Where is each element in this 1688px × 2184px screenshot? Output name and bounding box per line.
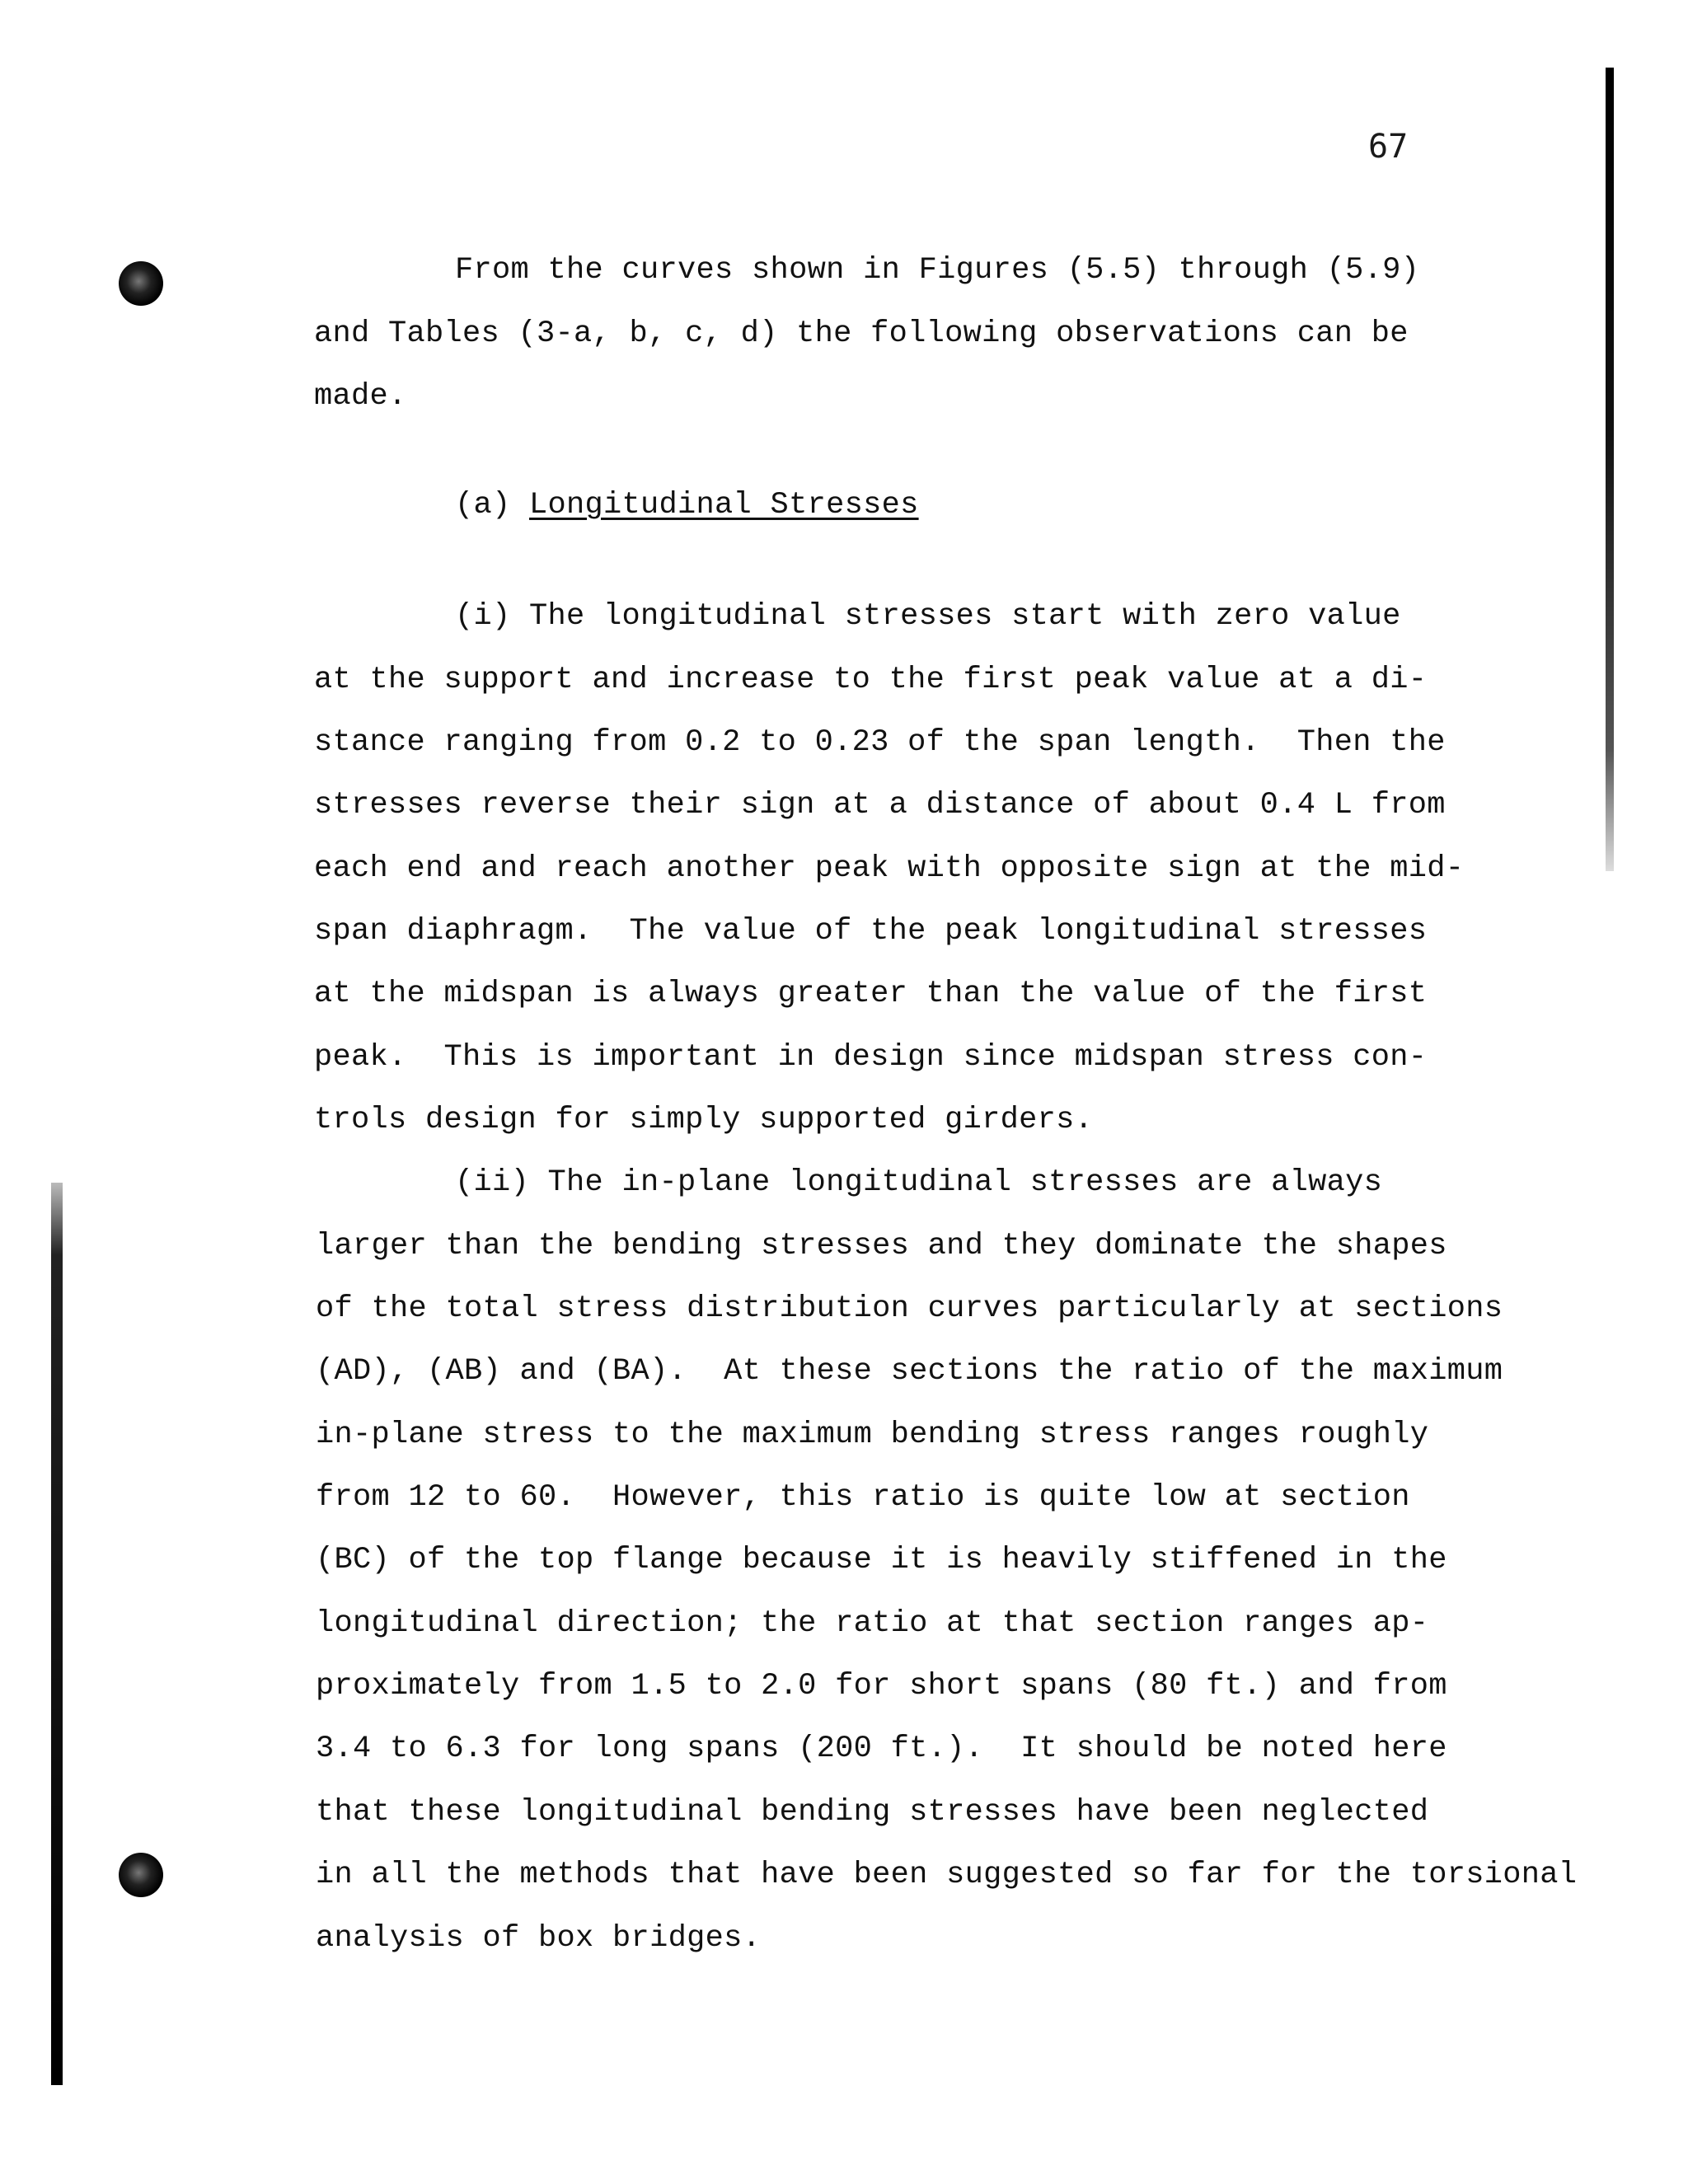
paragraph-i-line: at the support and increase to the first peak value at a di- <box>314 663 1428 697</box>
section-label: (a) <box>455 488 530 523</box>
paragraph-ii-line: analysis of box bridges. <box>316 1921 762 1956</box>
paragraph-i-line: stance ranging from 0.2 to 0.23 of the span length. Then the <box>314 725 1446 760</box>
paragraph-i-line: (i) The longitudinal stresses start with zero value <box>455 599 1401 634</box>
paragraph-ii-line: larger than the bending stresses and they dominate the shapes <box>316 1229 1447 1263</box>
paragraph-ii-line: that these longitudinal bending stresses have been neglected <box>316 1795 1429 1830</box>
intro-line: made. <box>314 379 407 414</box>
punch-hole-bottom <box>119 1853 163 1897</box>
paragraph-ii-line: in-plane stress to the maximum bending stress ranges roughly <box>316 1418 1429 1452</box>
paragraph-ii-line: proximately from 1.5 to 2.0 for short spans (80 ft.) and from <box>316 1669 1447 1704</box>
punch-hole-top <box>119 261 163 306</box>
scan-edge-bar-left <box>51 1183 63 2085</box>
section-heading <box>455 490 919 521</box>
paragraph-i-line: stresses reverse their sign at a distance of about 0.4 L from <box>314 788 1446 823</box>
intro-line: and Tables (3-a, b, c, d) the following observations can be <box>314 316 1409 351</box>
paragraph-i-line: span diaphragm. The value of the peak longitudinal stresses <box>314 914 1428 949</box>
paragraph-ii-line: 3.4 to 6.3 for long spans (200 ft.). It should be noted here <box>316 1732 1447 1766</box>
page-number: 67 <box>1368 128 1409 166</box>
section-title: Longitudinal Stresses <box>529 488 919 523</box>
paragraph-ii-line: (BC) of the top flange because it is heavily stiffened in the <box>316 1543 1447 1577</box>
paragraph-i-line: each end and reach another peak with opposite sign at the mid- <box>314 851 1465 886</box>
paragraph-ii-line: in all the methods that have been suggested so far for the torsional <box>316 1858 1578 1892</box>
paragraph-i-line: trols design for simply supported girders. <box>314 1103 1094 1137</box>
intro-line: From the curves shown in Figures (5.5) through (5.9) <box>455 253 1420 288</box>
paragraph-i-line: peak. This is important in design since midspan stress con- <box>314 1040 1428 1075</box>
paragraph-ii-line: longitudinal direction; the ratio at that section ranges ap- <box>316 1606 1429 1641</box>
paragraph-ii-line: of the total stress distribution curves particularly at sections <box>316 1291 1503 1326</box>
paragraph-i-line: at the midspan is always greater than the value of the first <box>314 977 1428 1011</box>
paragraph-ii-line: (ii) The in-plane longitudinal stresses are always <box>455 1165 1383 1200</box>
scan-edge-bar-right <box>1606 68 1614 871</box>
paragraph-ii-line: (AD), (AB) and (BA). At these sections the ratio of the maximum <box>316 1354 1503 1389</box>
paragraph-ii-line: from 12 to 60. However, this ratio is quite low at section <box>316 1480 1410 1515</box>
